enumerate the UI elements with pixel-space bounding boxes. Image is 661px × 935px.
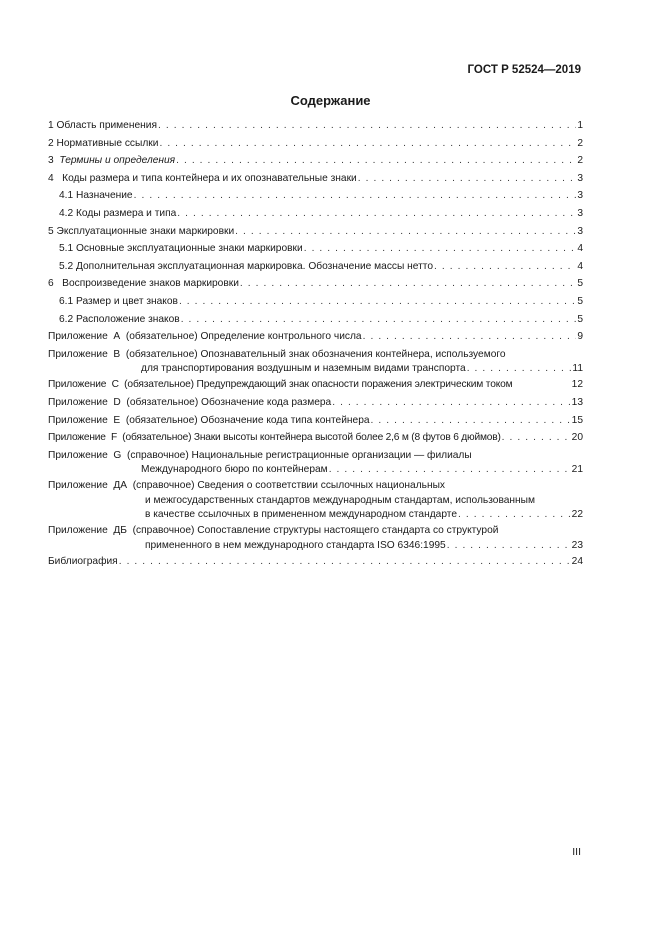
toc-entry-text: 4.1 Назначение [59, 190, 133, 202]
toc-entry-page: 1 [577, 120, 583, 131]
toc-entry[interactable] [48, 414, 583, 430]
toc-entry-text: 2 Нормативные ссылки [48, 137, 159, 149]
toc-entry[interactable] [48, 277, 583, 293]
toc-entry-text: 5 Эксплуатационные знаки маркировки [48, 225, 235, 237]
toc-entry-page: 24 [571, 555, 583, 567]
toc-entry-text: 1 Область применения [48, 120, 157, 131]
leader-dots [240, 277, 576, 292]
toc-entry-text: Приложение F (обязательное) Знаки высоты контейнера высотой более 2,6 м (8 футов 6 дюймов) [48, 432, 501, 444]
leader-dots [179, 295, 576, 310]
toc-entry-page: 2 [577, 137, 583, 149]
toc-entry[interactable] [48, 172, 583, 188]
toc-entry-text: Приложение D (обязательное) Обозначение кода размера [48, 396, 332, 408]
toc-entry[interactable] [48, 479, 583, 523]
leader-dots [371, 414, 571, 429]
toc-entry-text-continued: и межгосударственных стандартов международным стандартам, использованным [145, 494, 536, 506]
toc-entry[interactable] [48, 295, 583, 311]
toc-entry-page: 15 [571, 414, 583, 426]
leader-dots [329, 463, 571, 478]
leader-dots [434, 260, 576, 275]
toc-entry[interactable] [48, 313, 583, 329]
toc-entry-text: Приложение С (обязательное) Предупреждающий знак опасности поражения электрическим током [48, 379, 513, 391]
toc-entry-page: 22 [571, 509, 583, 521]
toc-entry-page: 20 [571, 432, 583, 444]
toc-entry-page: 3 [577, 172, 583, 184]
toc-entry-page: 3 [577, 207, 583, 219]
toc-entry-text: Термины и определения [59, 155, 176, 167]
toc-entry-text-continued: для транспортирования воздушным и наземным видами транспорта [141, 363, 466, 375]
toc-entry[interactable] [48, 449, 583, 478]
leader-dots [235, 225, 576, 240]
toc-entry-text: 6.1 Размер и цвет знаков [59, 295, 178, 307]
toc-entry[interactable] [48, 330, 583, 346]
toc-entry-page: 5 [577, 295, 583, 307]
leader-dots [134, 189, 577, 204]
toc-entry[interactable] [48, 137, 583, 153]
leader-dots [467, 362, 572, 377]
leader-dots [358, 172, 577, 187]
toc-entry[interactable] [48, 396, 583, 412]
toc-entry[interactable] [48, 431, 583, 447]
toc-entry-number: 3 [48, 155, 60, 167]
toc-entry-page: 4 [577, 260, 583, 272]
leader-dots [158, 119, 576, 134]
toc-entry-page: 21 [571, 464, 583, 476]
leader-dots [177, 207, 576, 222]
leader-dots [502, 431, 571, 446]
leader-dots [176, 154, 576, 169]
page-number: III [572, 846, 581, 858]
toc-entry[interactable] [48, 348, 583, 377]
toc-entry[interactable] [48, 154, 583, 170]
toc-entry-text: Библиография [48, 555, 118, 567]
toc-entry-text: Приложение В (обязательное) Опознавательный знак обозначения контейнера, используемого [48, 348, 506, 360]
toc-entry-page: 23 [571, 539, 583, 551]
toc-entry-text: Приложение G (справочное) Национальные регистрационные организации — филиалы [48, 449, 472, 461]
toc-entry-text: Приложение А (обязательное) Определение контрольного числа [48, 331, 362, 343]
toc-entry-text: Приложение ДБ (справочное) Сопоставление структуры настоящего стандарта со структурой [48, 525, 499, 537]
toc-entry-page: 2 [577, 155, 583, 167]
leader-dots [119, 555, 571, 570]
toc-entry[interactable] [48, 207, 583, 223]
toc-entry[interactable] [48, 555, 583, 571]
toc-entry-page: 3 [577, 190, 583, 202]
toc-entry-page: 5 [577, 313, 583, 325]
toc-entry-page: 4 [577, 243, 583, 255]
toc-entry-page: 9 [577, 331, 583, 343]
toc-entry-text: 5.2 Дополнительная эксплуатационная маркировка. Обозначение массы нетто [59, 260, 433, 272]
leader-dots [181, 313, 577, 328]
toc-entry-text: Приложение Е (обязательное) Обозначение кода типа контейнера [48, 414, 370, 426]
toc-entry[interactable] [48, 524, 583, 553]
leader-dots [159, 137, 576, 152]
page-title: Содержание [290, 93, 371, 108]
toc-entry[interactable] [48, 225, 583, 241]
table-of-contents [48, 119, 583, 573]
toc-entry[interactable] [48, 189, 583, 205]
toc-entry[interactable] [48, 242, 583, 258]
leader-dots [363, 330, 577, 345]
toc-entry-text: Приложение ДА (справочное) Сведения о соответствии ссылочных национальных [48, 480, 445, 492]
toc-entry-page: 11 [572, 363, 583, 375]
leader-dots [447, 539, 571, 554]
toc-entry-page: 3 [577, 225, 583, 237]
toc-entry-text: 6.2 Расположение знаков [59, 313, 180, 325]
toc-entry[interactable] [48, 378, 583, 394]
leader-dots [332, 396, 570, 411]
toc-entry[interactable] [48, 119, 583, 135]
leader-dots [304, 242, 577, 257]
toc-entry-text: 4.2 Коды размера и типа [59, 207, 177, 219]
document-number: ГОСТ Р 52524—2019 [467, 64, 581, 76]
toc-entry-page: 13 [571, 396, 583, 408]
toc-entry-text: 4 Коды размера и типа контейнера и их опознавательные знаки [48, 172, 357, 184]
toc-entry-text: 6 Воспроизведение знаков маркировки [48, 278, 239, 290]
toc-entry-text-continued: Международного бюро по контейнерам [141, 464, 328, 476]
toc-entry-page: 5 [577, 278, 583, 290]
toc-entry-text: 5.1 Основные эксплуатационные знаки маркировки [59, 243, 303, 255]
toc-entry-page: 12 [571, 379, 583, 391]
toc-entry-text-continued: в качестве ссылочных в примененном международном стандарте [145, 509, 457, 521]
toc-entry[interactable] [48, 260, 583, 276]
leader-dots [458, 508, 571, 523]
toc-entry-text-continued: примененного в нем международного стандарта ISO 6346:1995 [145, 539, 446, 551]
